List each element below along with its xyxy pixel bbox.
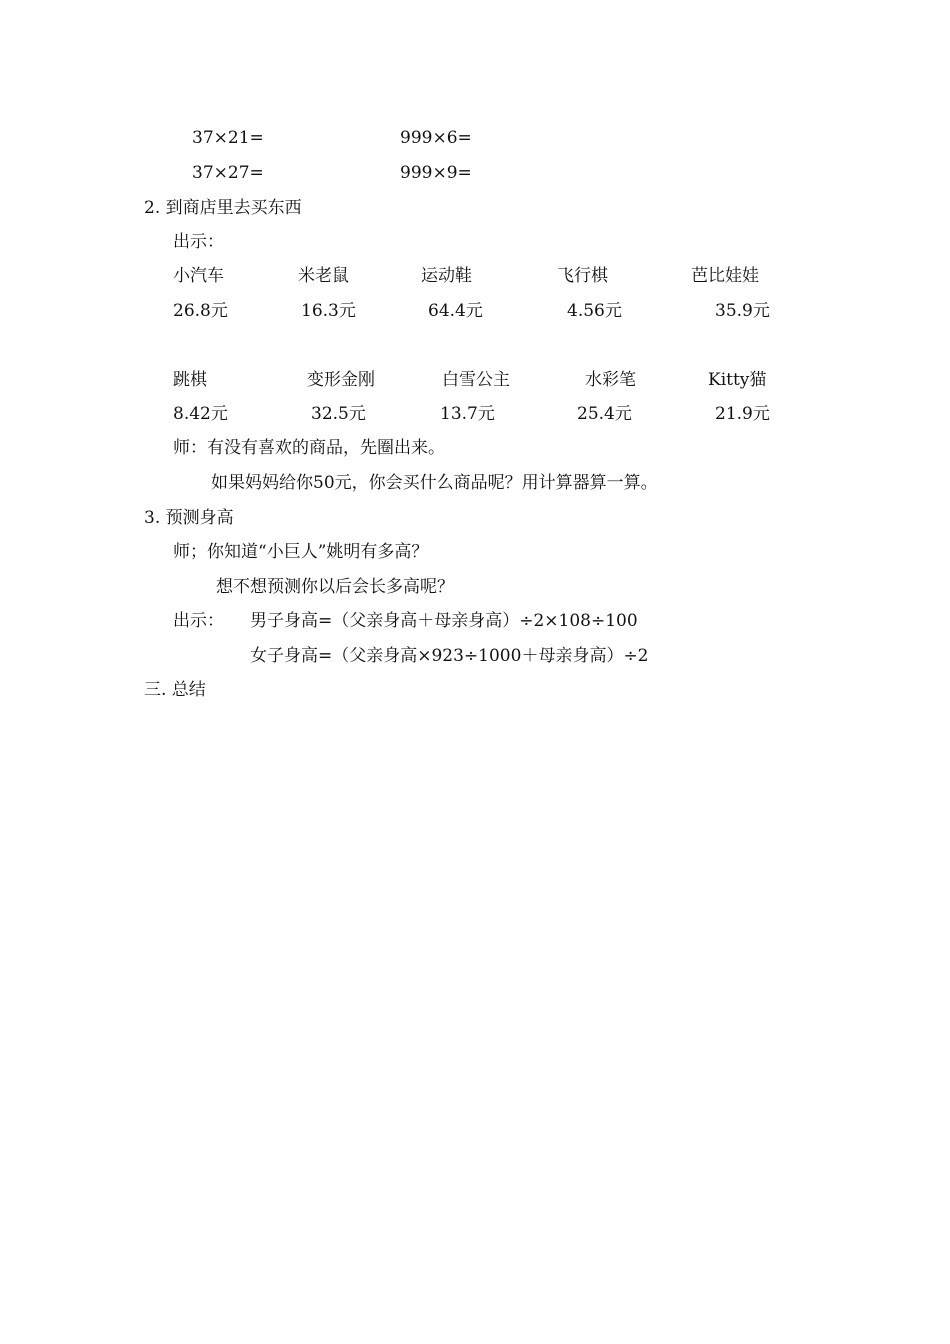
product-name: 跳棋 <box>173 370 207 390</box>
teacher-line: 师：有没有喜欢的商品，先圈出来。 <box>173 438 445 458</box>
calc-expression: 999×6= <box>400 128 472 148</box>
followup-question: 想不想预测你以后会长多高呢？ <box>216 577 454 597</box>
product-price: 35.9元 <box>715 301 770 321</box>
product-price: 13.7元 <box>440 404 495 424</box>
teacher-line: 师；你知道“小巨人”姚明有多高？ <box>173 542 429 562</box>
product-price: 8.42元 <box>173 404 228 424</box>
product-price: 26.8元 <box>173 301 228 321</box>
formula-female: 女子身高=（父亲身高×923÷1000＋母亲身高）÷2 <box>250 646 649 666</box>
section-heading: 2. 到商店里去买东西 <box>144 198 302 218</box>
product-name: 米老鼠 <box>298 266 349 286</box>
product-name: 变形金刚 <box>307 370 375 390</box>
product-price: 4.56元 <box>567 301 622 321</box>
followup-question: 如果妈妈给你50元，你会买什么商品呢？用计算器算一算。 <box>211 473 658 493</box>
show-label: 出示： <box>173 232 224 252</box>
product-name: Kitty猫 <box>708 370 767 390</box>
product-name: 芭比娃娃 <box>691 266 759 286</box>
product-price: 32.5元 <box>311 404 366 424</box>
section-heading: 3. 预测身高 <box>144 508 234 528</box>
product-price: 16.3元 <box>301 301 356 321</box>
section-heading: 三. 总结 <box>144 680 206 700</box>
show-label: 出示： <box>173 611 224 631</box>
product-price: 21.9元 <box>715 404 770 424</box>
product-price: 25.4元 <box>577 404 632 424</box>
product-name: 白雪公主 <box>442 370 510 390</box>
product-name: 小汽车 <box>173 266 224 286</box>
calc-expression: 37×27= <box>192 163 264 183</box>
formula-male: 男子身高=（父亲身高＋母亲身高）÷2×108÷100 <box>250 611 638 631</box>
calc-expression: 999×9= <box>400 163 472 183</box>
product-name: 飞行棋 <box>557 266 608 286</box>
calc-expression: 37×21= <box>192 128 264 148</box>
product-name: 运动鞋 <box>421 266 472 286</box>
product-price: 64.4元 <box>428 301 483 321</box>
product-name: 水彩笔 <box>585 370 636 390</box>
